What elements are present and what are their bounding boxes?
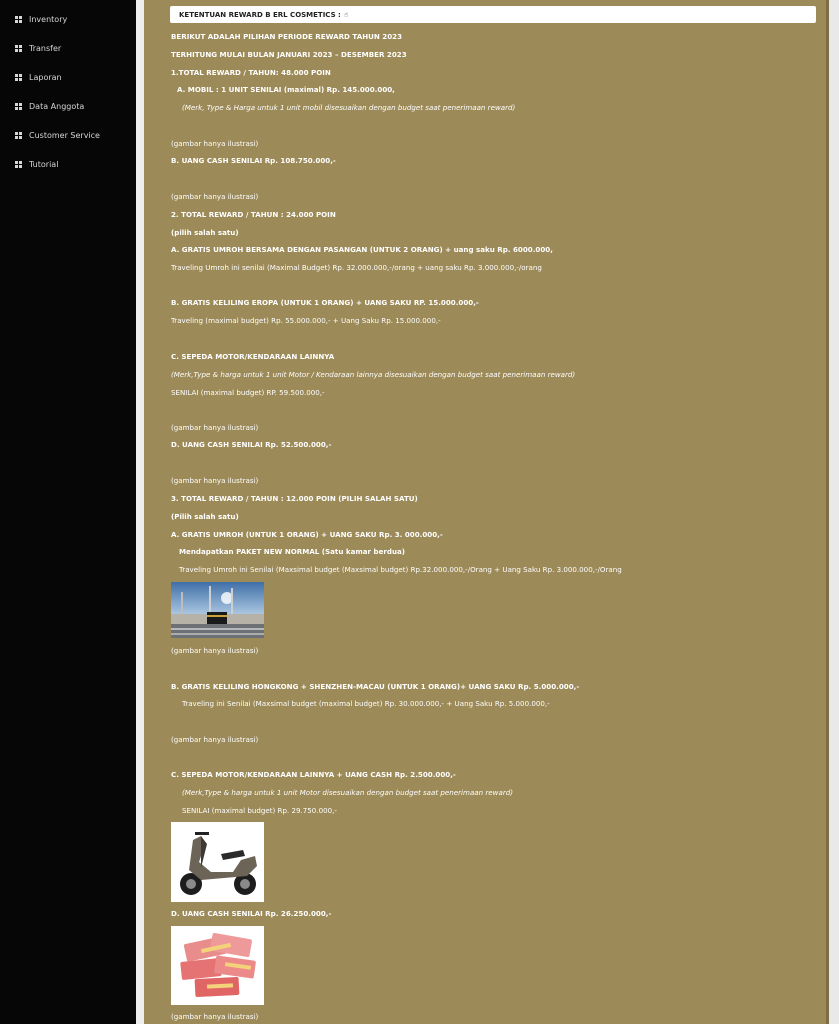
illustration-caption: (gambar hanya ilustrasi): [171, 139, 259, 148]
illustration-caption: (gambar hanya ilustrasi): [171, 646, 259, 655]
reward-header-bar: [170, 6, 816, 23]
sidebar-item-label: Customer Service: [29, 130, 100, 140]
illustration-caption: (gambar hanya ilustrasi): [171, 735, 259, 744]
tier2-option-a: A. GRATIS UMROH BERSAMA DENGAN PASANGAN (UNTUK 2 ORANG) + uang saku Rp. 6000.000,: [171, 245, 553, 254]
grid-icon: [15, 161, 22, 168]
tier3-option-a-detail: Traveling Umroh ini Senilai (Maxsimal budget (Maxsimal budget) Rp.32.000.000,-/Orang + Uang Saku Rp. 3.000.000,-/Orang: [179, 565, 622, 574]
tier3-option-c: C. SEPEDA MOTOR/KENDARAAN LAINNYA + UANG CASH Rp. 2.500.000,-: [171, 770, 456, 779]
tier2-option-b: B. GRATIS KELILING EROPA (UNTUK 1 ORANG) + UANG SAKU RP. 15.000.000,-: [171, 298, 479, 307]
tier1-option-a: A. MOBIL : 1 UNIT SENILAI (maximal) Rp. 145.000.000,: [177, 85, 395, 94]
sidebar-item-label: Tutorial: [29, 159, 59, 169]
tier3-option-b: B. GRATIS KELILING HONGKONG + SHENZHEN-MACAU (UNTUK 1 ORANG)+ UANG SAKU Rp. 5.000.000,-: [171, 682, 580, 691]
motorcycle-image: [171, 822, 264, 902]
reward-header-title: KETENTUAN REWARD B ERL COSMETICS :: [179, 10, 341, 19]
tier2-option-c: C. SEPEDA MOTOR/KENDARAAN LAINNYA: [171, 352, 335, 361]
tier3-heading: 3. TOTAL REWARD / TAHUN : 12.000 POIN (PILIH SALAH SATU): [171, 494, 418, 503]
grid-icon: [15, 16, 22, 23]
tier2-heading: 2. TOTAL REWARD / TAHUN : 24.000 POIN: [171, 210, 336, 219]
tier2-option-b-detail: Traveling (maximal budget) Rp. 55.000.000,- + Uang Saku Rp. 15.000.000,-: [171, 316, 441, 325]
tier1-heading: 1.TOTAL REWARD / TAHUN: 48.000 POIN: [171, 68, 331, 77]
illustration-caption: (gambar hanya ilustrasi): [171, 423, 259, 432]
grid-icon: [15, 45, 22, 52]
tier3-option-c-note: (Merk,Type & harga untuk 1 unit Motor disesuaikan dengan budget saat penerimaan reward): [182, 788, 514, 797]
tier2-choose-one: (pilih salah satu): [171, 228, 239, 237]
reward-period: TERHITUNG MULAI BULAN JANUARI 2023 – DESEMBER 2023: [171, 50, 407, 59]
panel-border: [826, 0, 829, 1024]
tier3-option-b-detail: Traveling ini Senilai (Maxsimal budget (maximal budget) Rp. 30.000.000,- + Uang Saku Rp. 5.000.000,-: [182, 699, 550, 708]
tier1-option-a-note: (Merk, Type & Harga untuk 1 unit mobil disesuaikan dengan budget saat penerimaan reward): [182, 103, 516, 112]
grid-icon: [15, 103, 22, 110]
tier3-option-c-value: SENILAI (maximal budget) Rp. 29.750.000,-: [182, 806, 337, 815]
grid-icon: [15, 132, 22, 139]
illustration-caption: (gambar hanya ilustrasi): [171, 192, 259, 201]
grid-icon: [15, 74, 22, 81]
sidebar: [0, 0, 136, 1024]
tier2-option-c-note: (Merk,Type & harga untuk 1 unit Motor / Kendaraan lainnya disesuaikan dengan budget saat penerimaan reward): [171, 370, 576, 379]
tier3-choose-one: (Pilih salah satu): [171, 512, 239, 521]
content-gutter: [136, 0, 144, 1024]
reward-intro-title: BERIKUT ADALAH PILIHAN PERIODE REWARD TAHUN 2023: [171, 32, 403, 41]
cash-stack-image: [171, 926, 264, 1005]
sidebar-item-inventory[interactable]: [15, 12, 67, 26]
tier2-option-c-value: SENILAI (maximal budget) RP. 59.500.000,-: [171, 388, 325, 397]
sidebar-item-data-anggota[interactable]: [15, 99, 84, 113]
sidebar-item-label: Laporan: [29, 72, 62, 82]
sidebar-item-customer-service[interactable]: [15, 128, 100, 142]
tier3-option-a: A. GRATIS UMROH (UNTUK 1 ORANG) + UANG SAKU Rp. 3. 000.000,-: [171, 530, 443, 539]
sidebar-item-label: Data Anggota: [29, 101, 85, 111]
sidebar-item-tutorial[interactable]: [15, 157, 58, 171]
sidebar-item-label: Inventory: [29, 14, 68, 24]
kaaba-image: [171, 582, 264, 638]
sidebar-item-laporan[interactable]: [15, 70, 62, 84]
sidebar-item-transfer[interactable]: [15, 41, 61, 55]
tier1-option-b: B. UANG CASH SENILAI Rp. 108.750.000,-: [171, 156, 336, 165]
sidebar-item-label: Transfer: [29, 43, 62, 53]
tier3-option-d: D. UANG CASH SENILAI Rp. 26.250.000,-: [171, 909, 332, 918]
tier2-option-a-detail: Traveling Umroh ini senilai (Maximal Budget) Rp. 32.000.000,-/orang + uang saku Rp. 3.000.000,-/orang: [171, 263, 542, 272]
hand-pointer-icon: ☝: [343, 10, 349, 19]
illustration-caption: (gambar hanya ilustrasi): [171, 1012, 259, 1021]
tier3-option-a-package: Mendapatkan PAKET NEW NORMAL (Satu kamar berdua): [179, 547, 406, 556]
tier2-option-d: D. UANG CASH SENILAI Rp. 52.500.000,-: [171, 440, 332, 449]
illustration-caption: (gambar hanya ilustrasi): [171, 476, 259, 485]
